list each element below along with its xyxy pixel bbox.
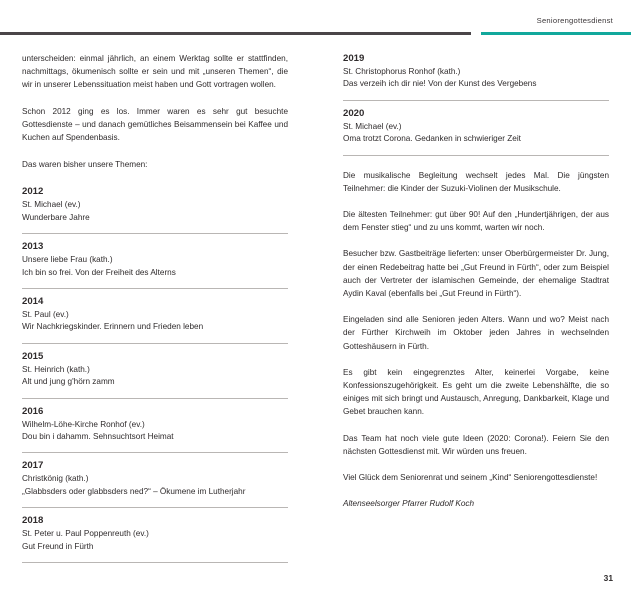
year-label: 2018 bbox=[22, 515, 44, 527]
body-paragraph: Das Team hat noch viele gute Ideen (2020: Corona!). Feiern Sie den nächsten Gottesdienst mit. Wir würden uns freuen. bbox=[343, 433, 609, 456]
list-item bbox=[22, 343, 288, 398]
topic-title: „Glabbsders oder glabbsders ned?“ – Ökumene im Lutherjahr bbox=[22, 486, 246, 496]
list-item bbox=[22, 452, 288, 507]
intro-paragraph: Schon 2012 ging es los. Immer waren es sehr gut besuchte Gottesdienste – und danach gemütliches Beisammensein bei Kaffee und Kuchen auf Spendenbasis. bbox=[22, 106, 288, 143]
list-item bbox=[343, 100, 609, 156]
topic-title: Das verzeih ich dir nie! Von der Kunst des Vergebens bbox=[343, 79, 537, 89]
left-intro-block bbox=[22, 52, 288, 144]
topic-title: Oma trotzt Corona. Gedanken in schwieriger Zeit bbox=[343, 134, 521, 144]
page-content bbox=[0, 52, 631, 563]
topic-title: Wir Nachkriegskinder. Erinnern und Frieden leben bbox=[22, 322, 204, 332]
running-head-title: Seniorengottesdienst bbox=[536, 16, 613, 25]
list-item bbox=[22, 398, 288, 453]
year-label: 2014 bbox=[22, 296, 44, 308]
page-header bbox=[0, 0, 631, 40]
themes-intro-line: Das waren bisher unsere Themen: bbox=[22, 160, 148, 170]
right-body-text bbox=[343, 169, 609, 511]
right-column bbox=[343, 52, 609, 563]
church-name: St. Paul (ev.) bbox=[22, 310, 69, 320]
year-label: 2019 bbox=[343, 53, 365, 64]
church-name: St. Christophorus Ronhof (kath.) bbox=[343, 67, 461, 76]
year-label: 2020 bbox=[343, 107, 365, 119]
topic-title: Dou bin i dahamm. Sehnsuchtsort Heimat bbox=[22, 432, 174, 442]
list-item bbox=[22, 185, 288, 233]
church-name: St. Michael (ev.) bbox=[22, 200, 81, 210]
list-item bbox=[22, 233, 288, 288]
church-name: Wilhelm-Löhe-Kirche Ronhof (ev.) bbox=[22, 419, 145, 429]
header-rule-dark bbox=[0, 32, 471, 35]
body-paragraph: Besucher bzw. Gastbeiträge lieferten: unser Oberbürgermeister Dr. Jung, der einen Redebeitrag hatte bei „Gut Freund in Fürth“, oder zum Beispiel auch der Vertreter der islamischen Gemeinde, der ehemalige Stadtrat Aydin Kaval (ebenfalls bei „Gut Freund in Fürth“). bbox=[343, 249, 609, 299]
church-name: Unsere liebe Frau (kath.) bbox=[22, 255, 113, 265]
topic-title: Wunderbare Jahre bbox=[22, 212, 90, 222]
author-signature: Altenseelsorger Pfarrer Rudolf Koch bbox=[343, 499, 475, 509]
left-column bbox=[22, 52, 288, 563]
page-number: 31 bbox=[603, 573, 613, 583]
topic-title: Alt und jung g'hörn zamm bbox=[22, 377, 115, 387]
list-item bbox=[22, 507, 288, 563]
body-paragraph: Viel Glück dem Seniorenrat und seinem „Kind“ Seniorengottesdienste! bbox=[343, 473, 598, 483]
topic-title: Ich bin so frei. Von der Freiheit des Alterns bbox=[22, 267, 176, 277]
year-label: 2015 bbox=[22, 350, 44, 362]
church-name: St. Heinrich (kath.) bbox=[22, 364, 90, 374]
body-paragraph: Die musikalische Begleitung wechselt jedes Mal. Die jüngsten Teilnehmer: die Kinder der Suzuki-Violinen der Musikschule. bbox=[343, 170, 609, 193]
list-item bbox=[22, 288, 288, 343]
church-name: St. Peter u. Paul Poppenreuth (ev.) bbox=[22, 529, 149, 539]
church-name: Christkönig (kath.) bbox=[22, 474, 89, 484]
body-paragraph: Eingeladen sind alle Senioren jeden Alters. Wann und wo? Meist nach der Fürther Kirchweih im Oktober jeden Jahres in wechselnden Gotteshäusern in Fürth. bbox=[343, 315, 609, 351]
list-item bbox=[343, 52, 609, 100]
topic-title: Gut Freund in Fürth bbox=[22, 541, 94, 551]
year-label: 2013 bbox=[22, 241, 44, 253]
body-paragraph: Es gibt kein eingegrenztes Alter, keinerlei Vorgabe, keine Konfessionszugehörigkeit. Es geht um die zweite Lebenshälfte, die so einiges mit sich bringt und Austausch, Anregung, Dankbarkeit, Klage und Gebet brauchen kann. bbox=[343, 367, 609, 417]
body-paragraph: Die ältesten Teilnehmer: gut über 90! Auf den „Hundertjährigen, der aus dem Fenster stieg“ und zu uns kommt, warten wir noch. bbox=[343, 210, 609, 233]
year-label: 2017 bbox=[22, 460, 44, 472]
church-name: St. Michael (ev.) bbox=[343, 121, 402, 131]
left-year-list bbox=[22, 185, 288, 563]
year-label: 2012 bbox=[22, 186, 44, 198]
header-rule-teal bbox=[481, 32, 631, 35]
intro-paragraph: unterscheiden: einmal jährlich, an einem Werktag sollte er stattfinden, nachmittags, ökumenisch sollte er sein und mit „unseren Themen“, die wir in unserer Lebenssituation meist haben und Gott vortragen wollen. bbox=[22, 54, 288, 90]
right-year-list bbox=[343, 52, 609, 156]
year-label: 2016 bbox=[22, 405, 44, 417]
